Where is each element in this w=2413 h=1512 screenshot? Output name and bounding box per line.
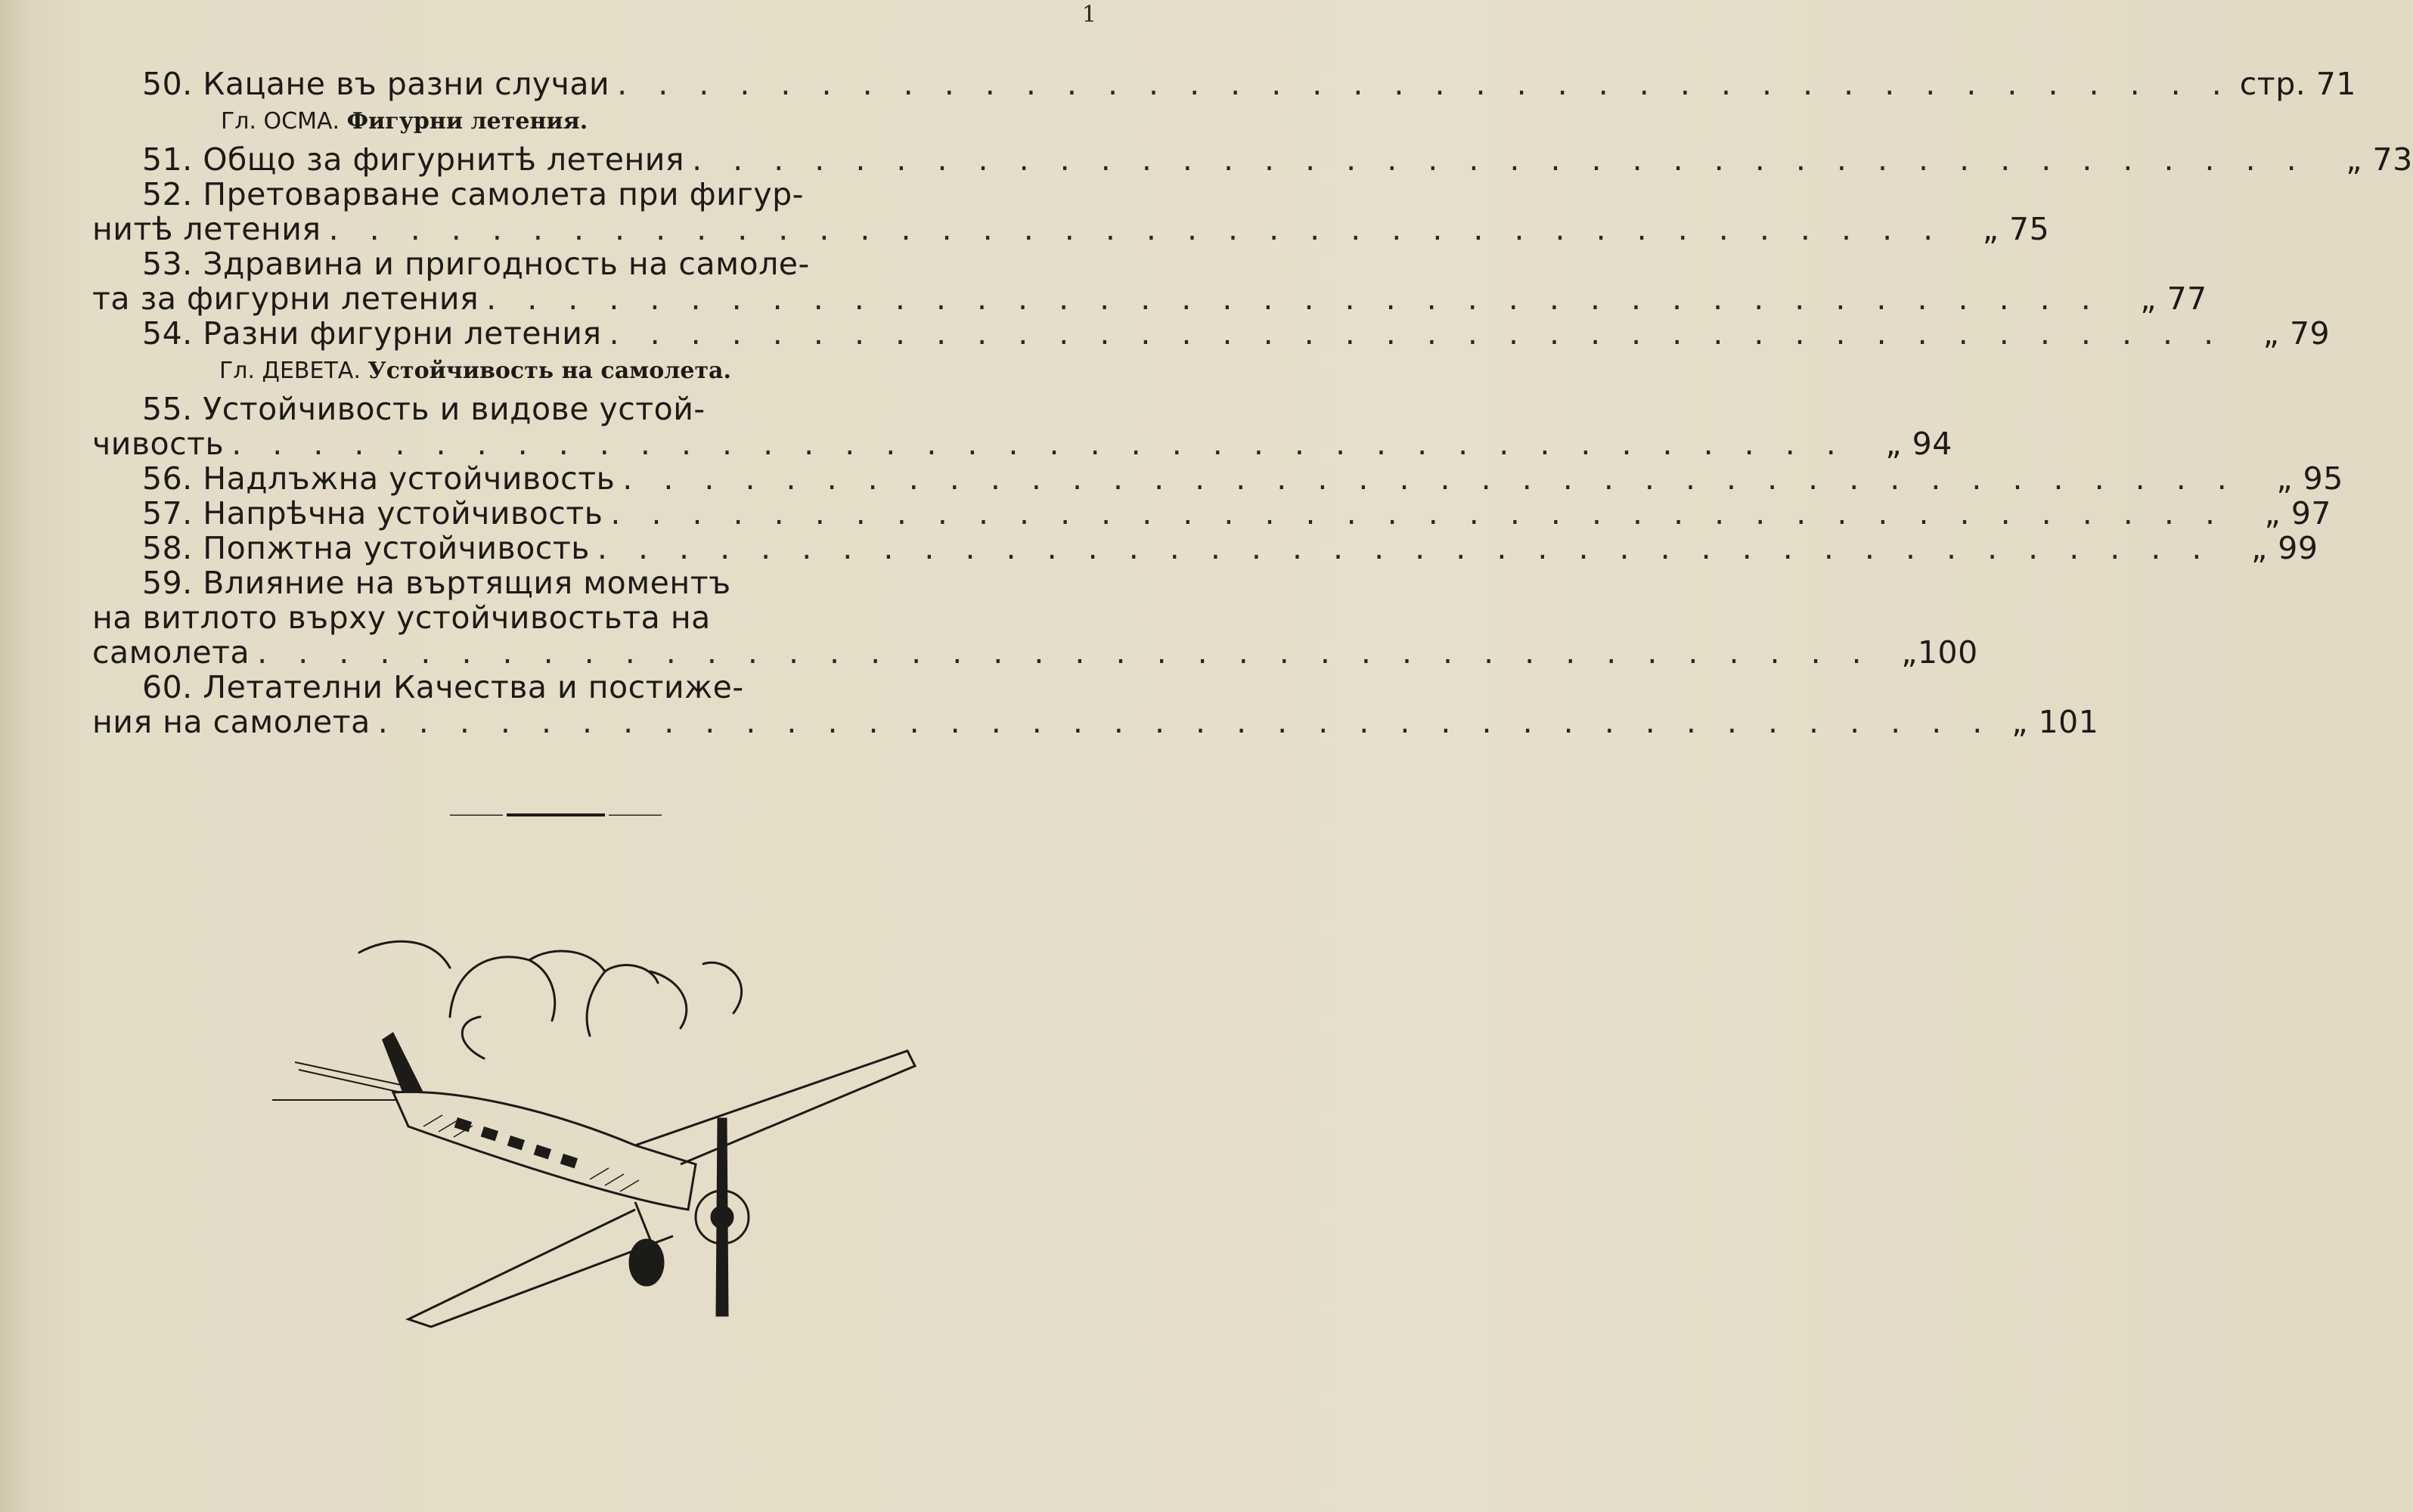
toc-entry-text: 60. Летателни Качества и постиже- [142, 669, 744, 705]
toc-page-ref: „ 73 [2346, 141, 2413, 178]
toc-entry-text: 58. Попжтна устойчивость [142, 530, 590, 566]
toc-entry-50 [92, 66, 2356, 102]
toc-entry-text: 51. Общо за фигурнитѣ летения [142, 141, 685, 178]
toc-page-ref: „ 97 [2264, 495, 2331, 531]
toc-page-ref: „ 99 [2251, 530, 2318, 566]
toc-entry-54 [92, 315, 2331, 352]
toc-entry-53-line1 [92, 246, 1047, 281]
chapter-heading-8 [92, 101, 1047, 142]
dot-leader: . . . . . . . . . . . . . . . . . . . . . . . . . . . . . . . . . . . . . . . . [597, 530, 2213, 566]
toc-entry-59-line3 [92, 634, 1978, 671]
toc-page-ref: „ 75 [1982, 211, 2050, 247]
dot-leader: . . . . . . . . . . . . . . . . . . . . . . . . . . . . . . . . . . . . . . . . [622, 460, 2238, 497]
toc-page-ref: „ 95 [2276, 460, 2343, 497]
toc-entry-53-line2 [92, 280, 2207, 317]
toc-entry-59-line1 [92, 565, 1047, 600]
toc-entry-text: чивость [92, 426, 225, 462]
toc-entry-58 [92, 530, 2318, 566]
table-of-contents [92, 66, 2413, 740]
toc-entry-text: самолета [92, 634, 250, 671]
chapter-heading-9 [92, 351, 1047, 392]
propeller-icon [696, 1119, 749, 1315]
toc-entry-text: 57. Напрѣчна устойчивость [142, 495, 603, 531]
toc-entry-51 [92, 141, 2413, 178]
dot-leader: . . . . . . . . . . . . . . . . . . . . . . . . . . . . . . . . . . . . . . . . [692, 141, 2307, 178]
toc-entry-52-line2 [92, 211, 2050, 247]
toc-entry-60-line2 [92, 704, 2099, 740]
toc-entry-text: 54. Разни фигурни летения [142, 315, 602, 352]
toc-page-ref: „ 94 [1885, 426, 1952, 462]
dot-leader: . . . . . . . . . . . . . . . . . . . . . . . . . . . . . . . . . . . . . . . . [486, 280, 2101, 317]
toc-entry-text: на витлото върху устойчивостьта на [92, 600, 711, 636]
toc-entry-text: та за фигурни летения [92, 280, 479, 317]
dot-leader: . . . . . . . . . . . . . . . . . . . . . . . . . . . . . . . . . . . . . . . . [617, 66, 2232, 102]
toc-entry-55-line1 [92, 392, 1047, 426]
dot-leader: . . . . . . . . . . . . . . . . . . . . . . . . . . . . . . . . . . . . . . . . [610, 495, 2225, 531]
toc-page-ref: „ 101 [2011, 704, 2099, 740]
landing-gear-icon [630, 1202, 663, 1285]
chapter-title: Устойчивость на самолета. [368, 358, 731, 384]
toc-entry-59-line2 [92, 600, 1047, 635]
dot-leader: . . . . . . . . . . . . . . . . . . . . . . . . . . . . . . . . . . . . . . . . [328, 211, 1944, 247]
dot-leader: . . . . . . . . . . . . . . . . . . . . . . . . . . . . . . . . . . . . . . . . [377, 704, 1993, 740]
toc-entry-56 [92, 460, 2343, 497]
toc-entry-text: ния на самолета [92, 704, 371, 740]
wing-icon [635, 1051, 915, 1164]
toc-entry-text: 52. Претоварване самолета при фигур- [142, 176, 804, 212]
ornamental-divider [450, 813, 662, 817]
toc-entry-text: 53. Здравина и пригодность на самоле- [142, 246, 810, 282]
toc-page-ref: „ 79 [2263, 315, 2331, 352]
toc-page-ref: „ 77 [2140, 280, 2207, 317]
clouds-icon [359, 941, 742, 1058]
dot-leader: . . . . . . . . . . . . . . . . . . . . . . . . . . . . . . . . . . . . . . . . [231, 426, 1847, 462]
toc-entry-text: 55. Устойчивость и видове устой- [142, 391, 706, 427]
toc-entry-text: 56. Надлъжна устойчивость [142, 460, 616, 497]
chapter-prefix: Гл. ОСМА. [221, 108, 340, 135]
toc-entry-text: 59. Влияние на въртящия моментъ [142, 565, 731, 601]
page-number: 1 [1081, 2, 1096, 28]
toc-entry-60-line1 [92, 670, 1047, 705]
toc-entry-text: нитѣ летения [92, 211, 321, 247]
toc-entry-52-line1 [92, 177, 1047, 212]
dot-leader: . . . . . . . . . . . . . . . . . . . . . . . . . . . . . . . . . . . . . . . . [257, 634, 1872, 671]
airplane-illustration [227, 937, 968, 1346]
toc-page-ref: „100 [1901, 634, 1978, 671]
toc-entry-57 [92, 495, 2331, 531]
chapter-title: Фигурни летения. [346, 108, 588, 135]
toc-page-ref: стр. 71 [2239, 66, 2356, 102]
dot-leader: . . . . . . . . . . . . . . . . . . . . . . . . . . . . . . . . . . . . . . . . [609, 315, 2225, 352]
toc-entry-text: 50. Кацане въ разни случаи [142, 66, 610, 102]
chapter-prefix: Гл. ДЕВЕТА. [219, 358, 361, 384]
toc-entry-55-line2 [92, 426, 1952, 462]
